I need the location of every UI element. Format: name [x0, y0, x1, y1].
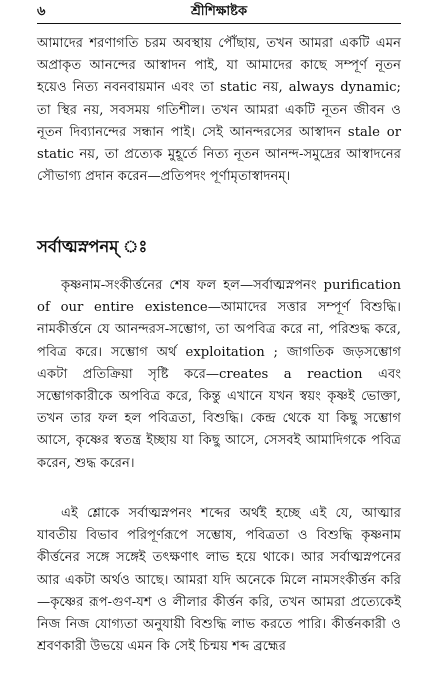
page-number: ৬: [37, 4, 46, 19]
body-paragraph-1: আমাদের শরণাগতি চরম অবস্থায় পৌঁছায়, তখন আমরা একটি এমন অপ্রাকৃত আনন্দের আস্বাদন পাই, যা আমাদের কাছে সম্পূর্ণ নূতন হয়েও নিত্য নবনবায়মান এবং তা static নয়, always dynamic; তা স্থির নয়, সবসময় গতিশীল। তখন আমরা একটি নূতন জীবন ও নূতন দিব্যানন্দের সন্ধান পাই। সেই আনন্দরসের আস্বাদন stale or static নয়, তা প্রত্যেক মুহূর্তে নিত্য নূতন আনন্দ-সমুদ্রের আস্বাদনের সৌভাগ্য প্রদান করেন—প্রতিপদং পূর্ণামৃতাস্বাদনম্।: [37, 36, 401, 185]
page-header: [37, 2, 401, 24]
body-paragraph-3: এই শ্লোকে সর্বাত্মস্নপনং শব্দের অর্থই হচ্ছে এই যে, আত্মার যাবতীয় বিভাব পরিপূর্ণরূপে সম্ভোষ, পবিত্রতা ও বিশুদ্ধি কৃষ্ণনাম কীর্ত্তনের সঙ্গে সঙ্গেই তৎক্ষণাৎ লাভ হয়ে থাকে। আর সর্বাত্মস্নপনের আর একটা অর্থও আছে। আমরা যদি অনেকে মিলে নামসংকীর্ত্তন করি—কৃষ্ণের রূপ-গুণ-যশ ও লীলার কীর্ত্তন করি, তখন আমরা প্রত্যেকেই নিজ নিজ যোগ্যতা অনুযায়ী বিশুদ্ধি লাভ করতে পারি। কীর্ত্তনকারী ও শ্রবণকারী উভয়ে এমন কি সেই চিন্ময় শব্দ ব্রহ্মের: [37, 506, 401, 655]
section-heading: সর্বাত্মস্নপনম্ ঃ: [37, 237, 148, 256]
running-title: শ্রীশিক্ষাষ্টক: [190, 4, 248, 19]
body-paragraph-2: কৃষ্ণনাম-সংকীর্ত্তনের শেষ ফল হল—সর্বাত্মস্নপনং purification of our entire existence—আমাদের সত্তার সম্পূর্ণ বিশুদ্ধি। নামকীর্ত্তনে যে আনন্দরস-সম্ভোগ, তা অপবিত্র করে না, পরিশুদ্ধ করে, পবিত্র করে। সম্ভোগ অর্থ exploitation ; জাগতিক জড়সম্ভোগ একটা প্রতিক্রিয়া সৃষ্টি করে—creates a reaction এবং সম্ভোগকারীকে অপবিত্র করে, কিন্তু এখানে যখন স্বয়ং কৃষ্ণই ভোক্তা, তখন তার ফল হল পবিত্রতা, বিশুদ্ধি। কেন্দ্র থেকে যা কিছু সম্ভোগ আসে, কৃষ্ণের স্বতন্ত্র ইচ্ছায় যা কিছু আসে, সেসবই আমাদিগকে পবিত্র করেন, শুদ্ধ করেন।: [37, 278, 401, 471]
header-rule: [37, 23, 401, 24]
